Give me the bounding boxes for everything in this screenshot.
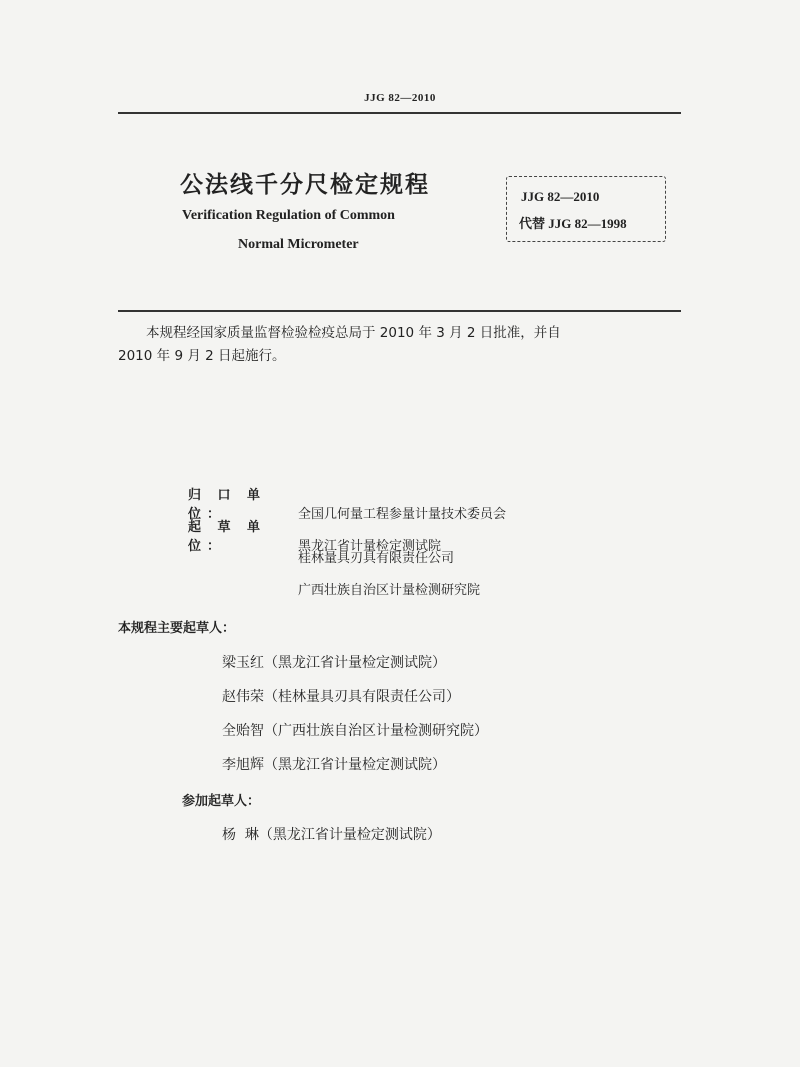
drafter-item: 全贻智（广西壮族自治区计量检测研究院） [222, 723, 488, 739]
title-english-line1: Verification Regulation of Common [182, 208, 395, 223]
drafting-unit-value-2: 桂林量具刃具有限责任公司 [298, 551, 455, 566]
title-chinese: 公法线千分尺检定规程 [180, 172, 430, 198]
approval-line2: 2010 年 9 月 2 日起施行。 [118, 348, 286, 364]
drafting-unit-value-1: 黑龙江省计量检定测试院 [298, 539, 442, 554]
participating-drafters-heading: 参加起草人： [182, 794, 261, 809]
running-header-code: JJG 82—2010 [364, 92, 436, 104]
title-english-line2: Normal Micrometer [238, 237, 359, 252]
drafting-unit-value-3: 广西壮族自治区计量检测研究院 [298, 583, 481, 598]
standard-code-box [506, 176, 666, 242]
replaces-code: 代替 JJG 82—1998 [519, 216, 627, 231]
standard-code: JJG 82—2010 [521, 189, 600, 204]
header-rule [118, 112, 681, 114]
approval-statement [118, 322, 683, 368]
responsible-unit-value: 全国几何量工程参量计量技术委员会 [298, 507, 507, 522]
approval-line1: 本规程经国家质量监督检验检疫总局于 2010 年 3 月 2 日批准，并自 [146, 325, 561, 341]
title-divider-rule [118, 310, 681, 312]
drafter-item: 赵伟荣（桂林量具刃具有限责任公司） [222, 689, 460, 705]
main-drafters-heading: 本规程主要起草人： [118, 621, 236, 636]
drafting-unit-label: 起 草 单 位： [188, 520, 267, 554]
drafter-item: 梁玉红（黑龙江省计量检定测试院） [222, 655, 446, 671]
drafter-item: 李旭辉（黑龙江省计量检定测试院） [222, 757, 446, 773]
responsible-unit-label: 归 口 单 位： [188, 488, 267, 522]
participant-item: 杨 琳（黑龙江省计量检定测试院） [222, 827, 441, 843]
